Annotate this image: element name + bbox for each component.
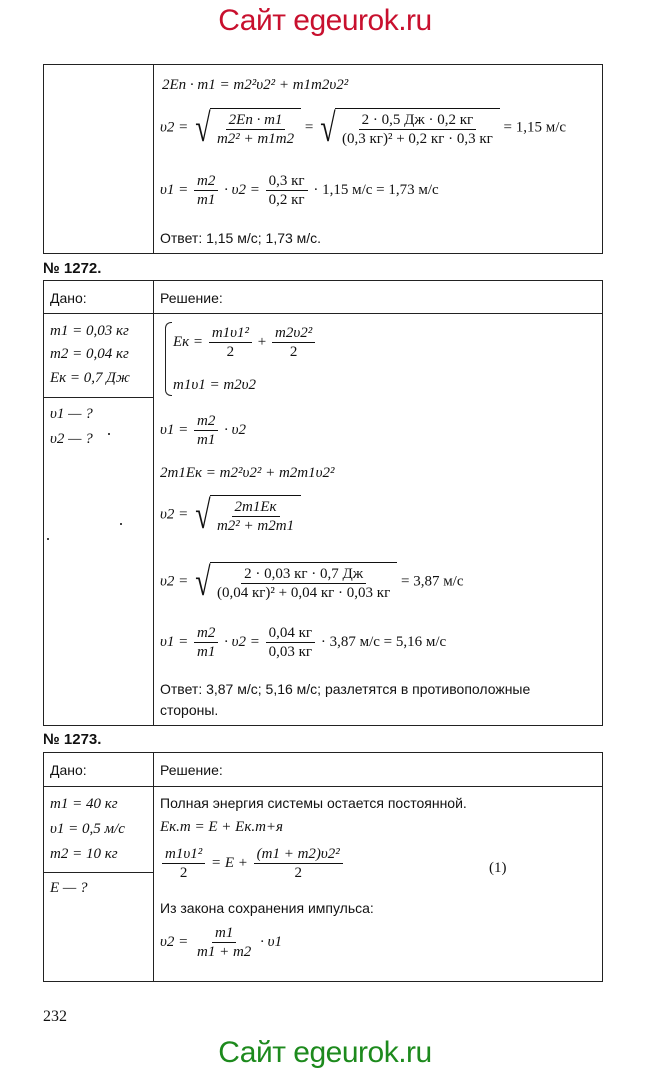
scan-speck: [47, 538, 49, 540]
find-item: υ1 — ?: [50, 406, 93, 422]
sqrt-numeric: √ $\frac{2 \cdot 0,5 Дж \cdot 0,2 кг}{\text{(0,3 кг)² + 0,2 кг · 0,3 кг}}$: [317, 108, 500, 148]
site-watermark-top: Сайт egeurok.ru: [218, 4, 432, 37]
eq-rhs: · υ2: [224, 421, 246, 438]
given-item: m1 = 40 кг: [50, 796, 118, 812]
eq-lhs: υ2 =: [160, 119, 189, 136]
equation-v1-symbolic: [160, 412, 246, 449]
given-divider: [43, 397, 153, 398]
denominator: 2: [179, 865, 188, 881]
fraction: [339, 111, 496, 148]
fraction-mass-ratio: [194, 172, 218, 209]
sqrt-symbolic: √ $\frac{2Eп \cdot m1}{\text{m2² + m1m2}}$: [192, 108, 301, 148]
denominator: 0,2 кг: [268, 192, 305, 208]
denominator: m1: [197, 644, 216, 660]
equation-energy-1271: 2Eп · m1 = m2²υ2² + m1m2υ2²: [162, 77, 349, 93]
denominator: m2² + m2m1: [216, 518, 295, 534]
given-item: Eк = 0,7 Дж: [50, 370, 130, 386]
sqrt: √ $\frac{2m1Eк}{\text{m2² + m2m1}}$: [192, 495, 301, 535]
system-brace: [165, 322, 172, 396]
fraction-mass-ratio: [194, 624, 218, 661]
numerator: 0,3 кг: [266, 172, 308, 191]
equation-energy-1272: 2m1Eк = m2²υ2² + m2m1υ2²: [160, 465, 335, 481]
given-header: Дано:: [50, 290, 87, 306]
fraction-values: [266, 172, 308, 209]
equation-v2-numeric: [160, 559, 464, 604]
equation-v2-1271: [160, 105, 567, 150]
answer-1271: Ответ: 1,15 м/с; 1,73 м/с.: [160, 230, 322, 246]
eq-mid: = E +: [210, 854, 248, 871]
denominator: m1 + m2: [197, 944, 252, 960]
denominator: m1: [197, 432, 216, 448]
column-divider: [153, 280, 154, 726]
column-divider: [153, 64, 154, 254]
statement-momentum-conservation: Из закона сохранения импульса:: [160, 900, 374, 916]
numerator: m1υ1²: [162, 845, 205, 864]
equation-v1-1271: [160, 172, 439, 209]
given-item: m1 = 0,03 кг: [50, 323, 129, 339]
answer-1272-line1: Ответ: 3,87 м/с; 5,16 м/с; разлетятся в противоположные: [160, 681, 531, 697]
eq-lhs: Eк =: [173, 333, 204, 350]
problem-number-1272: № 1272.: [43, 260, 102, 277]
given-divider: [43, 872, 153, 873]
eq-lhs: υ1 =: [160, 421, 189, 438]
fraction: [272, 324, 315, 361]
given-item: m2 = 0,04 кг: [50, 346, 129, 362]
problem-number-1273: № 1273.: [43, 731, 102, 748]
given-item: m2 = 10 кг: [50, 846, 118, 862]
statement-energy-conservation: Полная энергия системы остается постоянной.: [160, 795, 467, 811]
numerator: m1: [212, 924, 236, 943]
denominator: 2: [289, 344, 298, 360]
result: · 3,87 м/с = 5,16 м/с: [320, 633, 447, 650]
answer-1272-line2: стороны.: [160, 702, 219, 718]
numerator: m2: [194, 624, 218, 643]
header-divider: [43, 786, 603, 787]
numerator: (m1 + m2)υ2²: [254, 845, 343, 864]
find-item: υ2 — ?: [50, 431, 93, 447]
fraction: [254, 845, 343, 882]
eq-mid: · υ2 =: [224, 633, 260, 650]
result: = 1,15 м/с: [503, 119, 567, 136]
find-item: E — ?: [50, 880, 88, 896]
header-divider: [43, 313, 603, 314]
equation-kinetic-energy: Eк.т = E + Eк.т+я: [160, 819, 284, 835]
fraction: [194, 412, 218, 449]
scan-speck: [120, 523, 122, 525]
equals-sign: =: [304, 119, 314, 136]
fraction-values: [266, 624, 315, 661]
numerator: m2: [194, 412, 218, 431]
fraction: [209, 324, 252, 361]
fraction: [214, 498, 297, 535]
numerator: 0,04 кг: [266, 624, 315, 643]
sqrt: √ $\frac{2 \cdot 0,03 кг \cdot 0,7 Дж}{\text{(0,04 кг)² + 0,04 кг · 0,03 кг}}$: [192, 562, 397, 602]
denominator: 2: [294, 865, 302, 881]
equation-v2-symbolic: [160, 492, 301, 537]
numerator: 2Eп · m1: [226, 111, 286, 130]
fraction: [214, 111, 297, 148]
numerator: m2: [194, 172, 218, 191]
plus-sign: +: [257, 333, 267, 350]
numerator: 2 · 0,03 кг · 0,7 Дж: [241, 565, 366, 584]
system-momentum-equation: m1υ1 = m2υ2: [173, 377, 257, 393]
denominator: (0,3 кг)² + 0,2 кг · 0,3 кг: [342, 131, 493, 147]
eq-lhs: υ2 =: [160, 933, 189, 950]
result: = 3,87 м/с: [400, 573, 464, 590]
numerator: 2m1Eк: [232, 498, 280, 517]
result: · 1,15 м/с = 1,73 м/с: [313, 181, 439, 198]
denominator: 2: [226, 344, 235, 360]
numerator: m1υ1²: [209, 324, 252, 343]
equation-label: (1): [489, 860, 507, 876]
eq-lhs: υ2 =: [160, 573, 189, 590]
equation-v2-1273: [160, 924, 282, 961]
site-watermark-bottom: Сайт egeurok.ru: [218, 1036, 432, 1069]
eq-mid: · υ2 =: [224, 181, 260, 198]
denominator: m1: [197, 192, 216, 208]
eq-lhs: υ1 =: [160, 181, 189, 198]
fraction: [194, 924, 254, 961]
denominator: (0,04 кг)² + 0,04 кг · 0,03 кг: [216, 585, 391, 601]
given-item: υ1 = 0,5 м/с: [50, 821, 125, 837]
given-header: Дано:: [50, 762, 87, 778]
eq-lhs: υ1 =: [160, 633, 189, 650]
eq-lhs: υ2 =: [160, 506, 189, 523]
equation-1: [160, 845, 345, 882]
fraction: [162, 845, 205, 882]
denominator: m2² + m1m2: [216, 131, 295, 147]
numerator: 2 · 0,5 Дж · 0,2 кг: [359, 111, 477, 130]
fraction: [214, 565, 393, 602]
eq-rhs: · υ1: [260, 933, 282, 950]
numerator: m2υ2²: [272, 324, 315, 343]
scan-speck: [108, 433, 110, 435]
equation-v1-numeric: [160, 624, 446, 661]
system-energy-equation: [173, 324, 317, 361]
page-number: 232: [43, 1008, 67, 1025]
solution-header: Решение:: [160, 290, 223, 306]
solution-header: Решение:: [160, 762, 223, 778]
denominator: 0,03 кг: [268, 644, 313, 660]
